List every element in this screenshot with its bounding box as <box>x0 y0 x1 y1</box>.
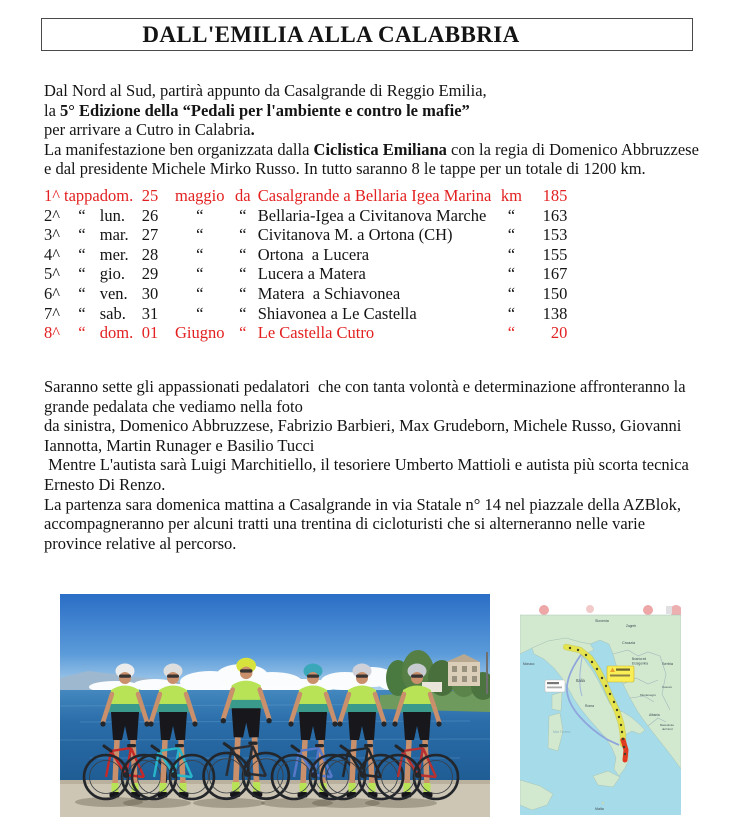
stage-num: 3^ <box>44 225 60 245</box>
stage-dist: 138 <box>542 303 568 323</box>
body-line: Ernesto Di Renzo. <box>44 474 166 494</box>
stage-date: 26 <box>141 205 159 225</box>
stage-tappa: “ <box>78 244 86 264</box>
map-label-montenegro: Montenegro <box>640 693 657 697</box>
route-map <box>520 604 681 815</box>
stage-da: “ <box>239 244 247 264</box>
map-label-macedonia: Macedonia <box>660 723 674 727</box>
stage-day: dom. <box>99 323 134 343</box>
body-line: Mentre L'autista sarà Luigi Marchitiello, il tesoriere Umberto Mattioli e autista più scorta tecnica <box>44 455 689 475</box>
stage-num: 2^ <box>44 205 60 225</box>
table-row <box>44 186 567 206</box>
stage-num: 6^ <box>44 283 60 303</box>
stage-month: maggio <box>174 186 225 205</box>
intro-line: e dal presidente Michele Mirko Russo. In tutto saranno 8 le tappe per un totale di 1200 km. <box>44 159 646 179</box>
map-label-roma: Roma <box>585 704 595 708</box>
stage-da: “ <box>239 225 247 245</box>
stage-tappa: “ <box>78 283 86 303</box>
map-label-albania: Albania <box>649 713 660 717</box>
table-row <box>44 323 567 343</box>
stage-day: mer. <box>99 244 129 264</box>
stage-dist: 150 <box>542 283 568 303</box>
map-label-bosnia: Bosnia ed <box>632 657 647 661</box>
stage-route: Civitanova M. a Ortona (CH) <box>257 225 453 245</box>
map-label-slovenia: Slovenia <box>595 619 609 623</box>
stage-date: 27 <box>141 225 159 245</box>
stage-route: Ortona a Lucera <box>257 244 370 264</box>
stage-num: 7^ <box>44 303 60 323</box>
table-row <box>44 225 567 245</box>
intro-line: per arrivare a Cutro in Calabria. <box>44 120 255 140</box>
stage-date: 01 <box>141 323 159 343</box>
stage-date: 30 <box>141 283 159 303</box>
stage-dist: 163 <box>542 205 568 225</box>
intro-paragraph <box>44 81 704 179</box>
stage-da: “ <box>239 283 247 303</box>
stage-tappa: “ <box>78 264 86 284</box>
map-label-serbia: Serbia <box>662 662 673 666</box>
route-map-illustration <box>520 604 681 815</box>
alt-route-badge <box>545 680 565 692</box>
stage-km: “ <box>507 264 516 284</box>
stage-tappa: tappa <box>64 186 100 205</box>
stage-date: 31 <box>141 303 159 323</box>
table-row <box>44 206 567 226</box>
corsica <box>552 692 562 711</box>
stage-dist: 185 <box>542 186 568 205</box>
body-line: accompagneranno per alcuni tratti una trentina di cicloturisti che si alterneranno nelle varie <box>44 514 646 534</box>
stage-da: “ <box>239 205 247 225</box>
stage-date: 25 <box>141 186 159 205</box>
stage-da: “ <box>239 323 247 343</box>
stage-day: lun. <box>99 205 125 225</box>
stage-month: “ <box>196 264 204 284</box>
stage-route: Lucera a Matera <box>257 264 366 284</box>
malta-island <box>602 802 604 804</box>
body-line: da sinistra, Domenico Abbruzzese, Fabrizio Barbieri, Max Grudeborn, Michele Russo, Giovanni <box>44 416 682 436</box>
stage-dist: 20 <box>550 323 568 343</box>
stage-route: Le Castella Cutro <box>257 323 375 343</box>
stage-date: 29 <box>141 264 159 284</box>
route-info-badge <box>607 666 634 682</box>
stage-num: 4^ <box>44 244 60 264</box>
stage-km: “ <box>507 225 516 245</box>
stage-num: 1^ <box>44 186 60 205</box>
stage-dist: 155 <box>542 244 568 264</box>
body-line: Saranno sette gli appassionati pedalatori che con tanta volontà e determinazione affronteranno la <box>44 377 686 396</box>
stage-route: Shiavonea a Le Castella <box>257 303 417 323</box>
stage-day: gio. <box>99 264 125 284</box>
team-photo-illustration <box>60 594 490 817</box>
map-label-macedonia: del Nord <box>662 727 673 731</box>
intro-line: La manifestazione ben organizzata dalla Ciclistica Emiliana con la regia di Domenico Abbruzzese <box>44 139 699 159</box>
title-box <box>41 18 693 51</box>
body-line: La partenza sara domenica mattina a Casalgrande in via Statale n° 14 nel piazzale della AZBlok, <box>44 494 682 514</box>
stage-dist: 167 <box>542 264 568 284</box>
intro-line: Dal Nord al Sud, partirà appunto da Casalgrande di Reggio Emilia, <box>44 81 487 100</box>
stage-dist: 153 <box>542 225 568 245</box>
stage-month: “ <box>196 244 204 264</box>
stage-km: km <box>500 186 522 205</box>
stage-km: “ <box>507 303 516 323</box>
table-row <box>44 264 567 284</box>
body-line: grande pedalata che vediamo nella foto <box>44 396 303 416</box>
stage-day: dom. <box>99 186 134 205</box>
stage-route: Casalgrande a Bellaria Igea Marina <box>257 186 492 205</box>
stage-day: sab. <box>99 303 126 323</box>
stage-num: 5^ <box>44 264 60 284</box>
stage-da: “ <box>239 303 247 323</box>
stage-num: 8^ <box>44 323 60 343</box>
stage-km: “ <box>507 283 516 303</box>
map-label-italia: Italia <box>576 678 585 683</box>
body-line: Iannotta, Martin Runager e Basilio Tucci <box>44 435 315 455</box>
stage-tappa: “ <box>78 323 86 343</box>
stage-route: Matera a Schiavonea <box>257 283 401 303</box>
stage-month: Giugno <box>174 323 225 343</box>
team-photo <box>60 594 490 817</box>
intro-line: la 5° Edizione della “Pedali per l'ambiente e contro le mafie” <box>44 100 470 120</box>
stage-tappa: “ <box>78 303 86 323</box>
stage-route: Bellaria-Igea a Civitanova Marche <box>257 205 487 225</box>
stage-month: “ <box>196 205 204 225</box>
stage-da: “ <box>239 264 247 284</box>
stage-km: “ <box>507 205 516 225</box>
table-row <box>44 245 567 265</box>
table-row <box>44 284 567 304</box>
stages-table <box>44 186 567 343</box>
stage-da: da <box>234 186 251 205</box>
map-label-mar-tirreno: Mar Tirreno <box>553 730 571 734</box>
body-line: province relative al percorso. <box>44 533 237 553</box>
map-label-zagreb: Zagreb <box>626 624 637 628</box>
stage-date: 28 <box>141 244 159 264</box>
map-label-croazia: Croazia <box>622 641 636 645</box>
map-label-kosovo: Kosovo <box>662 685 673 689</box>
body-paragraph <box>44 377 706 553</box>
stage-month: “ <box>196 283 204 303</box>
stage-day: mar. <box>99 225 129 245</box>
table-row <box>44 304 567 324</box>
map-label-bosnia: Erzegovina <box>632 661 648 666</box>
stage-month: “ <box>196 225 204 245</box>
route-end-red <box>623 740 626 760</box>
map-label-malta: Malta <box>595 807 604 811</box>
stage-tappa: “ <box>78 205 86 225</box>
stage-month: “ <box>196 303 204 323</box>
map-label-monaco: Monaco <box>523 662 535 666</box>
stage-km: “ <box>507 323 516 343</box>
stage-day: ven. <box>99 283 128 303</box>
stage-km: “ <box>507 244 516 264</box>
stage-tappa: “ <box>78 225 86 245</box>
page-title: DALL'EMILIA ALLA CALABBRIA <box>142 22 520 47</box>
